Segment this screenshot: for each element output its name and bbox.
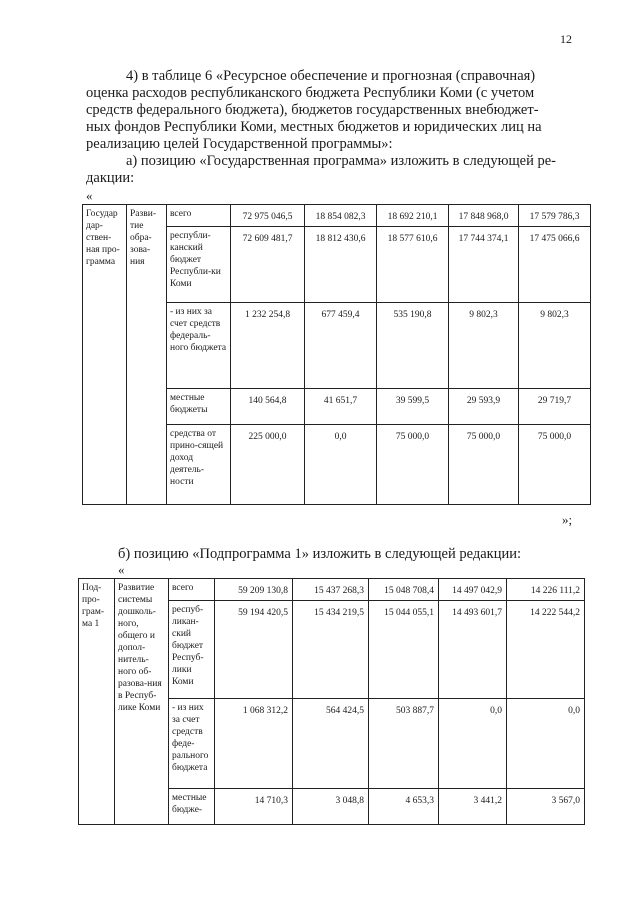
intro-paragraph <box>86 68 586 187</box>
value-cell: 1 068 312,2 <box>215 699 293 789</box>
table-gos-program <box>82 204 591 505</box>
subprogram-heading: б) позицию «Подпрограмма 1» изложить в следующей редакции: <box>118 546 522 562</box>
value-cell: 140 564,8 <box>231 389 305 425</box>
value-cell: 75 000,0 <box>377 425 449 505</box>
intro-line: дакции: <box>86 170 135 186</box>
value-cell: 59 194 420,5 <box>215 601 293 699</box>
value-cell: 41 651,7 <box>305 389 377 425</box>
value-cell: 503 887,7 <box>369 699 439 789</box>
row-label: всего <box>169 579 215 601</box>
value-cell: 1 232 254,8 <box>231 303 305 389</box>
value-cell: 535 190,8 <box>377 303 449 389</box>
value-cell: 14 710,3 <box>215 789 293 825</box>
value-cell: 3 441,2 <box>439 789 507 825</box>
intro-line: реализацию целей Государственной программы»: <box>86 136 393 152</box>
intro-line: ных фондов Республики Коми, местных бюджетов и юридических лиц на <box>86 119 542 135</box>
program-name-cell: Разви-тие обра-зова-ния <box>127 205 167 505</box>
value-cell: 14 222 544,2 <box>507 601 585 699</box>
value-cell: 59 209 130,8 <box>215 579 293 601</box>
program-name-cell: Развитие системы дошколь-ного, общего и допол-нитель-ного об-разова-ния в Респуб-лике Коми <box>115 579 169 825</box>
value-cell: 29 719,7 <box>519 389 591 425</box>
value-cell: 39 599,5 <box>377 389 449 425</box>
row-label: - из них за счет средств феде-рального бюджета <box>169 699 215 789</box>
row-label: местные бюджеты <box>167 389 231 425</box>
value-cell: 17 475 066,6 <box>519 227 591 303</box>
row-label: республи-канский бюджет Республи-ки Коми <box>167 227 231 303</box>
intro-line: 4) в таблице 6 «Ресурсное обеспечение и прогнозная (справочная) <box>126 68 536 84</box>
value-cell: 72 975 046,5 <box>231 205 305 227</box>
program-type-cell: Государ дар-ствен-ная про-грамма <box>83 205 127 505</box>
value-cell: 0,0 <box>439 699 507 789</box>
value-cell: 15 048 708,4 <box>369 579 439 601</box>
value-cell: 75 000,0 <box>449 425 519 505</box>
value-cell: 18 854 082,3 <box>305 205 377 227</box>
value-cell: 72 609 481,7 <box>231 227 305 303</box>
value-cell: 3 048,8 <box>293 789 369 825</box>
value-cell: 14 493 601,7 <box>439 601 507 699</box>
quote-close: »; <box>562 512 573 527</box>
program-type-cell: Под-про-грам-ма 1 <box>79 579 115 825</box>
value-cell: 14 497 042,9 <box>439 579 507 601</box>
value-cell: 3 567,0 <box>507 789 585 825</box>
value-cell: 15 437 268,3 <box>293 579 369 601</box>
value-cell: 9 802,3 <box>449 303 519 389</box>
value-cell: 14 226 111,2 <box>507 579 585 601</box>
value-cell: 4 653,3 <box>369 789 439 825</box>
value-cell: 9 802,3 <box>519 303 591 389</box>
value-cell: 0,0 <box>305 425 377 505</box>
table-subprogram-1 <box>78 578 585 825</box>
value-cell: 17 579 786,3 <box>519 205 591 227</box>
intro-line: средств федерального бюджета), бюджетов государственных внебюджет- <box>86 102 539 118</box>
value-cell: 15 044 055,1 <box>369 601 439 699</box>
value-cell: 29 593,9 <box>449 389 519 425</box>
value-cell: 18 812 430,6 <box>305 227 377 303</box>
row-label: местные бюдже- <box>169 789 215 825</box>
intro-line: оценка расходов республиканского бюджета Республики Коми (с учетом <box>86 85 535 101</box>
quote-open-1: « <box>86 188 93 203</box>
quote-open-2: « <box>118 562 125 577</box>
value-cell: 564 424,5 <box>293 699 369 789</box>
table-row <box>83 205 591 227</box>
value-cell: 18 577 610,6 <box>377 227 449 303</box>
value-cell: 17 848 968,0 <box>449 205 519 227</box>
row-label: респуб-ликан-ский бюджет Респуб-лики Коми <box>169 601 215 699</box>
table-row <box>79 579 585 601</box>
row-label: средства от прино-сящей доход деятель-ности <box>167 425 231 505</box>
row-label: - из них за счет средств федераль-ного бюджета <box>167 303 231 389</box>
row-label: всего <box>167 205 231 227</box>
value-cell: 15 434 219,5 <box>293 601 369 699</box>
intro-line: а) позицию «Государственная программа» изложить в следующей ре- <box>126 153 556 169</box>
value-cell: 17 744 374,1 <box>449 227 519 303</box>
value-cell: 75 000,0 <box>519 425 591 505</box>
value-cell: 18 692 210,1 <box>377 205 449 227</box>
value-cell: 0,0 <box>507 699 585 789</box>
value-cell: 225 000,0 <box>231 425 305 505</box>
value-cell: 677 459,4 <box>305 303 377 389</box>
page-number: 12 <box>560 32 572 46</box>
